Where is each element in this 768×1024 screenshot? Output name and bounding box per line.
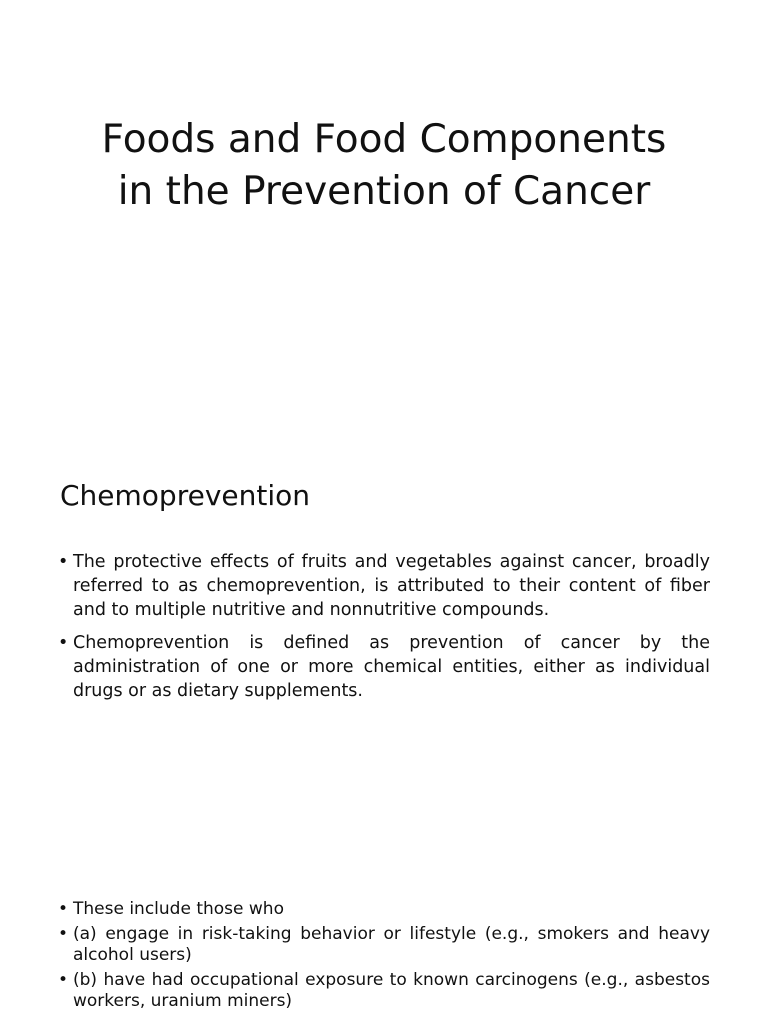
slide-title-heading: [0, 114, 768, 218]
slide-risk-groups: [0, 850, 768, 1024]
title-line-2: in the Prevention of Cancer: [117, 169, 651, 214]
bullet-dot-icon: •: [58, 970, 69, 990]
title-line-1: Foods and Food Components: [101, 117, 667, 162]
slide-heading: Chemoprevention: [60, 479, 311, 512]
bullet-dot-icon: •: [58, 899, 69, 919]
bullet-dot-icon: •: [58, 552, 69, 572]
bullet-dot-icon: •: [58, 633, 69, 653]
bullet-item: [58, 924, 710, 966]
bullet-list: [58, 550, 710, 712]
bullet-text: The protective effects of fruits and vegetables against cancer, broadly referred to as chemoprevention, is attributed to their content of fiber and to multiple nutritive and nonnutritive compounds.: [73, 552, 710, 620]
bullet-text: Chemoprevention is defined as prevention of cancer by the administration of one or more chemical entities, either as individual drugs or as dietary supplements.: [73, 633, 710, 701]
slide-title: [0, 0, 768, 430]
bullet-dot-icon: •: [58, 924, 69, 944]
bullet-item: [58, 631, 710, 703]
bullet-item: [58, 970, 710, 1012]
bullet-item: [58, 899, 710, 920]
bullet-item: [58, 550, 710, 622]
bullet-text: (b) have had occupational exposure to known carcinogens (e.g., asbestos workers, uranium miners): [73, 970, 710, 1011]
bullet-text: These include those who: [73, 899, 284, 919]
bullet-list: [58, 899, 710, 1016]
bullet-text: (a) engage in risk-taking behavior or lifestyle (e.g., smokers and heavy alcohol users): [73, 924, 710, 965]
slide-chemoprevention: [0, 430, 768, 850]
